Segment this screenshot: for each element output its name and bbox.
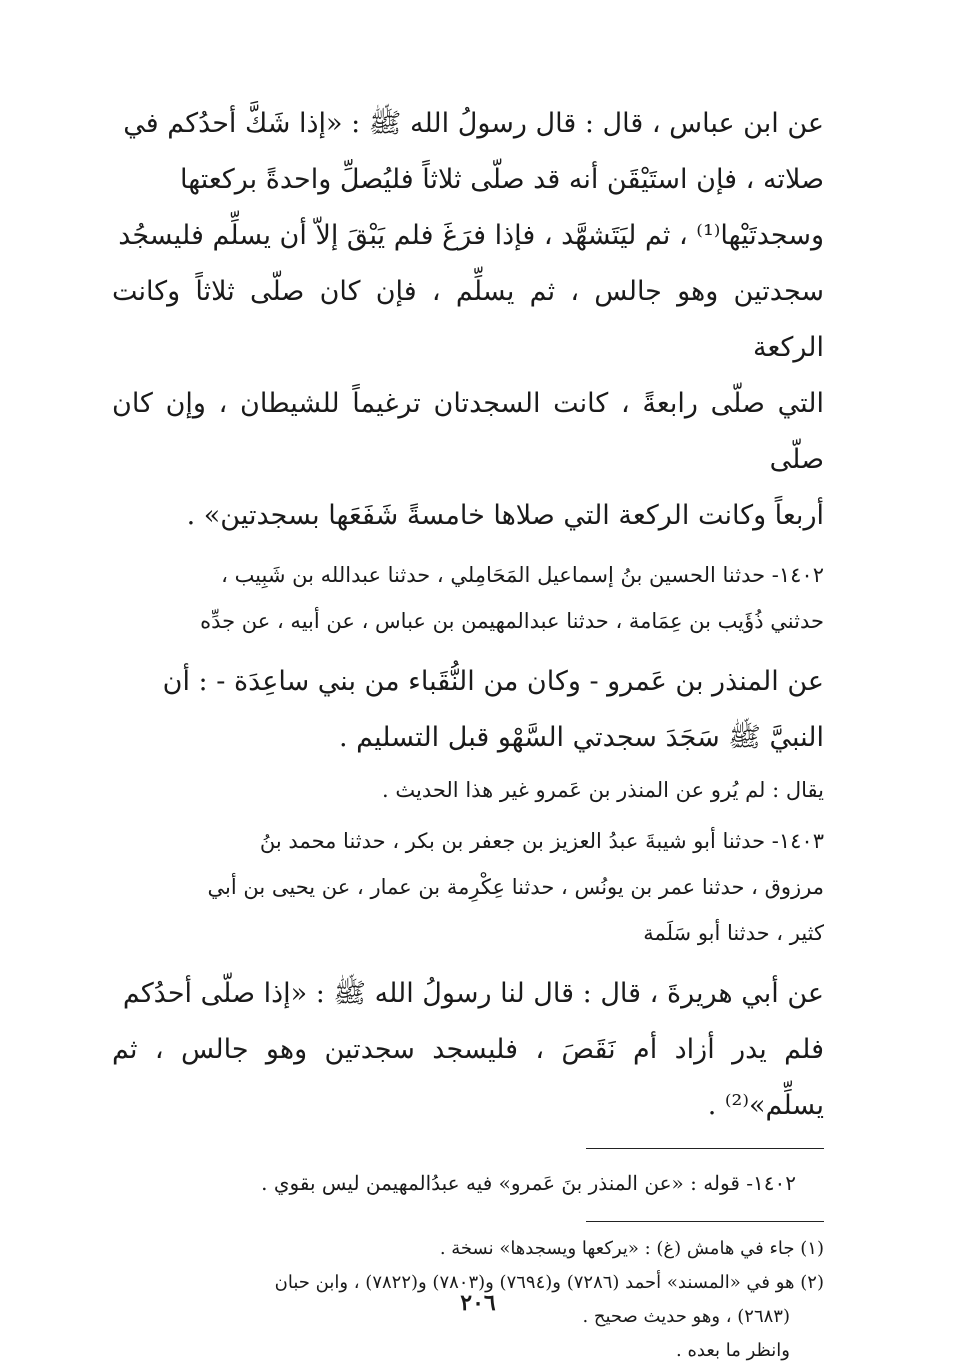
footnote-2-see-next: وانظر ما بعده . [676, 1340, 790, 1361]
hadith-1403-text [112, 966, 824, 1134]
text-line: أربعاً وكانت الركعة التي صلاها خامسةً شَفَعَها بسجدتين» . [186, 500, 824, 531]
footnote-divider [586, 1221, 824, 1222]
chain-line: مرزوق ، حدثنا عمر بن يونُس ، حدثنا عِكْرِمة بن عمار ، عن يحيى بن أبي [207, 875, 824, 899]
text-line: صلاته ، فإن استَيْقَن أنه قد صلّى ثلاثاً فليُصلِّ واحدةً بركعتها [180, 164, 824, 195]
footnote-2: (٢) هو في «المسند» أحمد (٧٢٨٦) و(٧٦٩٤) و(٧٨٠٣) و(٧٨٢٢) ، وابن حبان [274, 1272, 824, 1293]
text-line: التي صلّى رابعةً ، كانت السجدتان ترغيماً للشيطان ، وإن كان صلّى [112, 388, 824, 475]
text-line: النبيَّ ﷺ سَجَدَ سجدتي السَّهْو قبل التسليم . [339, 722, 824, 753]
hadith-1402-note: يقال : لم يُرو عن المنذر بن عَمرو غير هذا الحديث . [382, 778, 824, 802]
hadith-1401-text [112, 96, 824, 544]
hadith-1402-chain [112, 552, 824, 644]
chain-line: حدثني ذُؤَيب بن عِمَامة ، حدثنا عبدالمهيمن بن عباس ، عن أبيه ، عن جدِّه [200, 609, 824, 633]
text-line: عن ابن عباس ، قال : قال رسولُ الله ﷺ : «إذا شَكَّ أحدُكم في [123, 108, 824, 139]
hadith-1402-text [112, 654, 824, 766]
text-line: عن أبي هريرةَ ، قال : قال لنا رسولُ الله ﷺ : «إذا صلّى أحدُكم [122, 978, 824, 1009]
commentary: ١٤٠٢- قوله : «عن المنذر بنَ عَمرو» فيه عبدُالمهيمن ليس بقوي . [261, 1171, 796, 1195]
text-line: سجدتين وهو جالس ، ثم يسلِّم ، فإن كان صلّى ثلاثاً وكانت الركعة [112, 276, 824, 363]
hadith-1403-chain [112, 818, 824, 956]
text-line: وسجدتَيْها⁽¹⁾ ، ثم ليَتَشهَّد ، فإذا فرَغَ فلم يَبْقَ إلاّ أن يسلِّم فليسجُد [118, 220, 824, 251]
footnote-1: (١) جاء في هامش (غ) : «يركعها ويسجدها» نسخة . [439, 1238, 824, 1259]
chain-line: ١٤٠٣- حدثنا أبو شيبةَ عبدُ العزيز بن جعفر بن بكر ، حدثنا محمد بنُ [259, 829, 824, 853]
footnote-2-continued: (٢٦٨٣) ، وهو حديث صحيح . [582, 1306, 790, 1327]
page-body [112, 96, 824, 1368]
page-number: ٢٠٦ [460, 1290, 496, 1316]
commentary-divider [586, 1148, 824, 1149]
text-line: عن المنذر بن عَمرو - وكان من النُّقَباء من بني ساعِدَة - : أن [162, 666, 824, 697]
chain-line: كثير ، حدثنا أبو سَلَمة [643, 921, 824, 945]
text-line: فلم يدر أزاد أم نَقَصَ ، فليسجد سجدتين وهو جالس ، ثم يسلِّم»⁽²⁾ . [112, 1034, 824, 1121]
chain-line: ١٤٠٢- حدثنا الحسين بنُ إسماعيل المَحَامِلي ، حدثنا عبدالله بن شَبِيب ، [221, 563, 824, 587]
